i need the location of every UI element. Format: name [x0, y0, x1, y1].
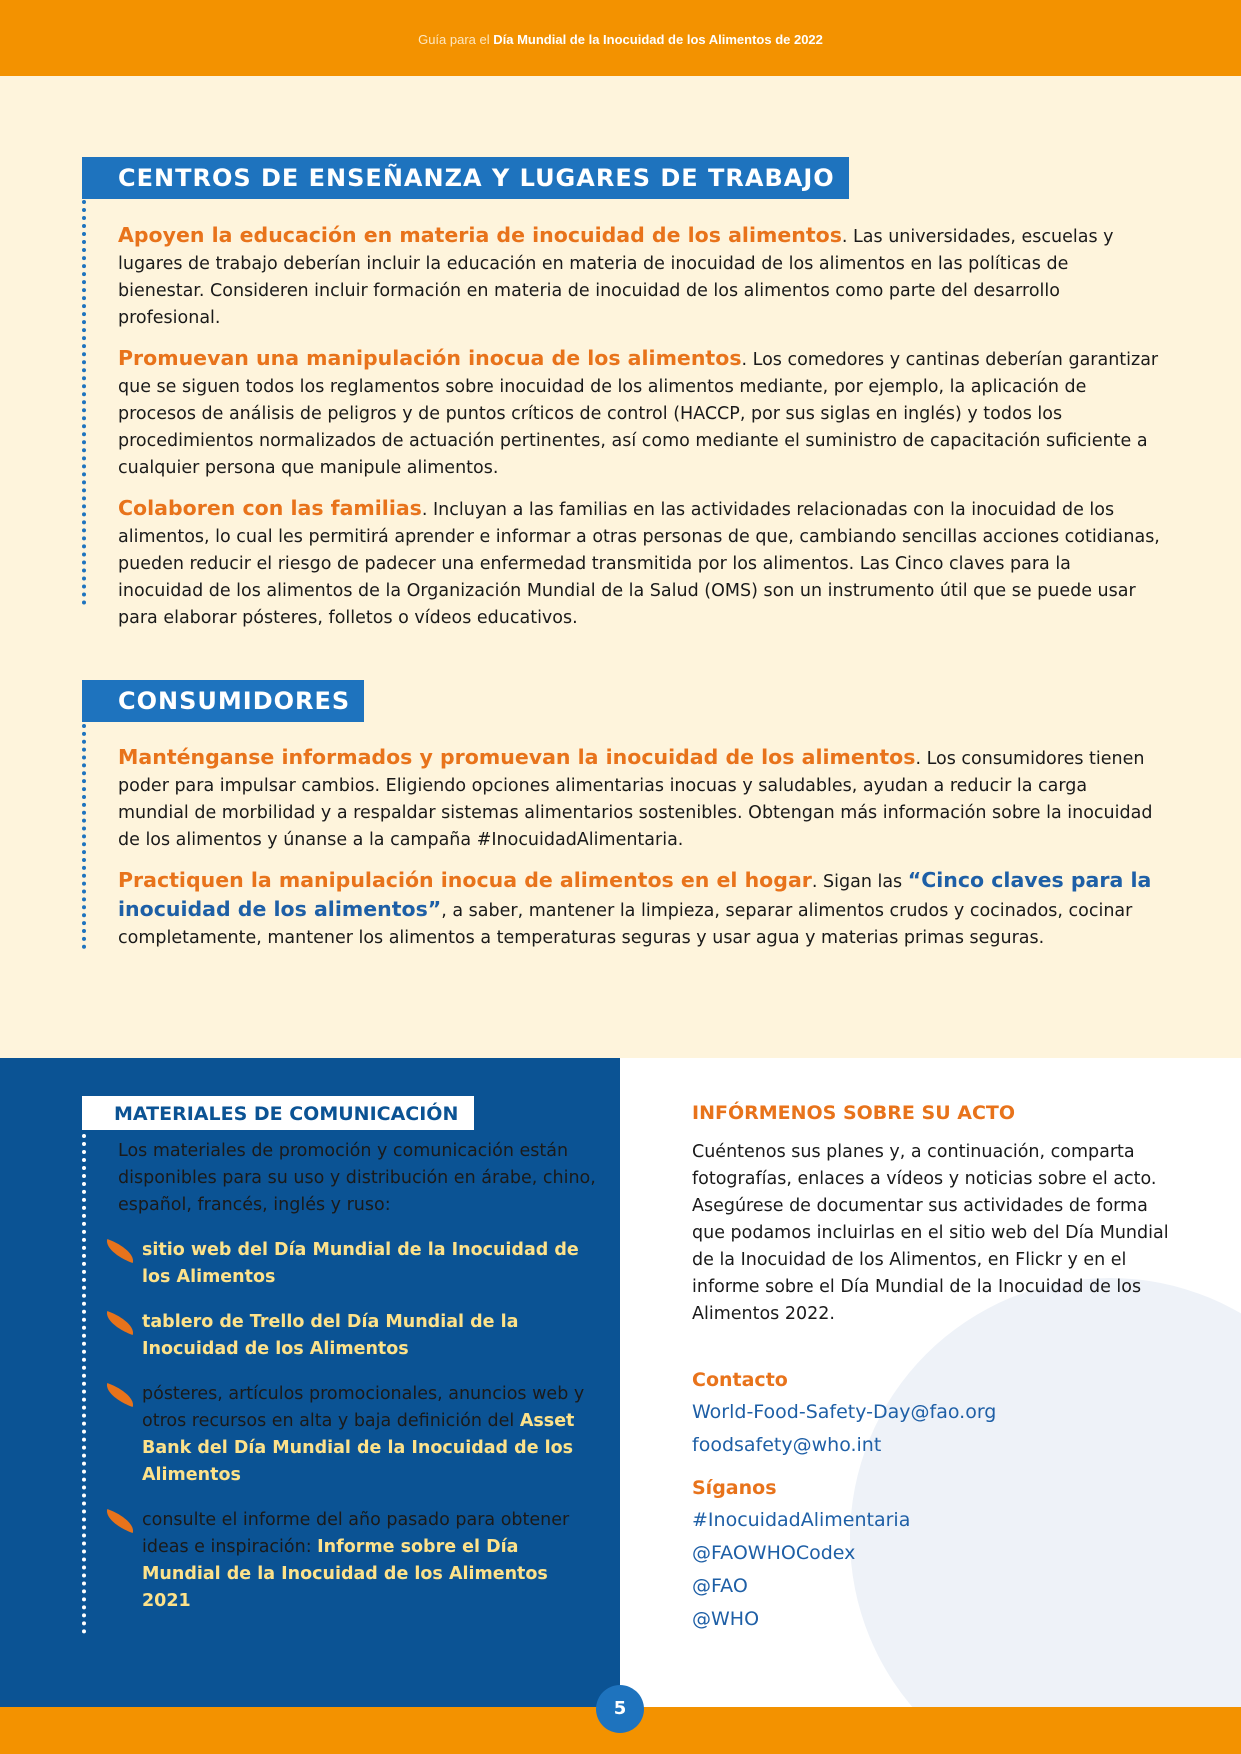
section-schools — [118, 222, 1160, 645]
materials-heading: MATERIALES DE COMUNICACIÓN — [82, 1096, 474, 1130]
list-item: pósteres, artículos promocionales, anuncios web y otros recursos en alta y baja definición del Asset Bank del Día Mundial de la Inocuidad de los Alimentos — [118, 1381, 598, 1489]
email-link-who[interactable]: foodsafety@who.int — [692, 1434, 882, 1456]
list-item — [118, 1237, 598, 1291]
page-number: 5 — [596, 1685, 644, 1733]
hashtag-link[interactable]: #InocuidadAlimentaria — [692, 1509, 911, 1531]
paragraph: Apoyen la educación en materia de inocuidad de los alimentos. Las universidades, escuelas y lugares de trabajo deberían incluir la educación en materia de inocuidad de los alimentos en las políticas de bienestar. Consideren incluir formación en materia de inocuidad de los alimentos como parte del desarrollo profesional. — [118, 223, 1114, 328]
section-heading-consumers: CONSUMIDORES — [82, 680, 364, 722]
dotted-divider — [82, 1134, 86, 1634]
dotted-divider — [82, 200, 86, 605]
email-link-fao[interactable]: World-Food-Safety-Day@fao.org — [692, 1401, 997, 1423]
materials-list: Los materiales de promoción y comunicación están disponibles para su uso y distribución en árabe, chino, español, francés, inglés y ruso: sitio web del Día Mundial de la Inocuidad de los Alimentos tablero de Trello del Día Mundial de la Inocuidad de los Alimentos pósteres, artículos promocionales, anuncios web y otros recursos en alta y baja definición del Asset Bank del Día Mundial de la Inocuidad de los Alimentos consulte el informe del año pasado para obtener ideas e inspiración: Informe sobre el Día Mundial de la Inocuidad de los Alimentos 2021 — [118, 1138, 598, 1615]
asset-bank-link[interactable]: Asset Bank del Día Mundial de la Inocuidad de los Alimentos — [142, 1411, 575, 1485]
page-header: Guía para el Día Mundial de la Inocuidad de los Alimentos de 2022 — [0, 0, 1241, 76]
inform-section: INFÓRMENOS SOBRE SU ACTO Cuéntenos sus planes y, a continuación, comparta fotografías, enlaces a vídeos y noticias sobre el acto. Asegúrese de documentar sus actividades de forma que podamos incluirlas en el sitio web del Día Mundial de la Inocuidad de los Alimentos, en Flickr y en el informe sobre el Día Mundial de la Inocuidad de los Alimentos 2022. Contacto World-Food-Safety-Day@fao.org foodsafety@who.int Síganos #InocuidadAlimentaria @FAOWHOCodex @FAO @WHO — [692, 1100, 1172, 1636]
section-consumers: Manténganse informados y promuevan la inocuidad de los alimentos. Los consumidores tienen poder para impulsar cambios. Eligiendo opciones alimentarias inocuas y saludables, ayudan a reducir la carga mundial de morbilidad y a respaldar sistemas alimentarios sostenibles. Obtengan más información sobre la inocuidad de los alimentos y únanse a la campaña #InocuidadAlimentaria. Practiquen la manipulación inocua de alimentos en el hogar. Sigan las “Cinco claves para la inocuidad de los alimentos”, a saber, mantener la limpieza, separar alimentos crudos y cocinados, cocinar completamente, mantener los alimentos a temperaturas seguras y usar agua y materias primas seguras. — [118, 745, 1153, 948]
paragraph: Promuevan una manipulación inocua de los alimentos. Los comedores y cantinas deberían garantizar que se siguen todos los reglamentos sobre inocuidad de los alimentos mediante, por ejemplo, la aplicación de procesos de análisis de peligros y de puntos críticos de control (HACCP, por sus siglas en inglés) y todos los procedimientos normalizados de actuación pertinentes, así como mediante el suministro de capacitación suficiente a cualquier persona que manipule alimentos. — [118, 346, 1159, 478]
paragraph: Colaboren con las familias. Incluyan a las familias en las actividades relacionadas con la inocuidad de los alimentos, lo cual les permitirá aprender e informar a otras personas de que, cambiando sencillas acciones cotidianas, pueden reducir el riesgo de padecer una enfermedad transmitida por los alimentos. Las Cinco claves para la inocuidad de los alimentos de la Organización Mundial de la Salud (OMS) son un instrumento útil que se puede usar para elaborar pósteres, folletos o vídeos educativos. — [118, 496, 1160, 628]
social-link-codex[interactable]: @FAOWHOCodex — [692, 1542, 856, 1564]
website-link[interactable]: sitio web del Día Mundial de la Inocuidad de los Alimentos — [142, 1240, 579, 1287]
section-heading-schools: CENTROS DE ENSEÑANZA Y LUGARES DE TRABAJO — [82, 157, 849, 199]
report-2021-link[interactable]: Informe sobre el Día Mundial de la Inocuidad de los Alimentos 2021 — [142, 1537, 548, 1611]
trello-link[interactable]: tablero de Trello del Día Mundial de la Inocuidad de los Alimentos — [142, 1312, 519, 1359]
social-link-fao[interactable]: @FAO — [692, 1575, 748, 1597]
inform-heading: INFÓRMENOS SOBRE SU ACTO — [692, 1102, 1015, 1124]
dotted-divider — [82, 724, 86, 949]
list-item — [118, 1309, 598, 1363]
five-keys-link[interactable]: “Cinco claves para la inocuidad de los alimentos” — [118, 868, 1152, 921]
social-link-who[interactable]: @WHO — [692, 1608, 760, 1630]
list-item: consulte el informe del año pasado para obtener ideas e inspiración: Informe sobre el Día Mundial de la Inocuidad de los Alimentos 2021 — [118, 1507, 598, 1615]
header-title: Día Mundial de la Inocuidad de los Alimentos de 2022 — [493, 32, 823, 47]
